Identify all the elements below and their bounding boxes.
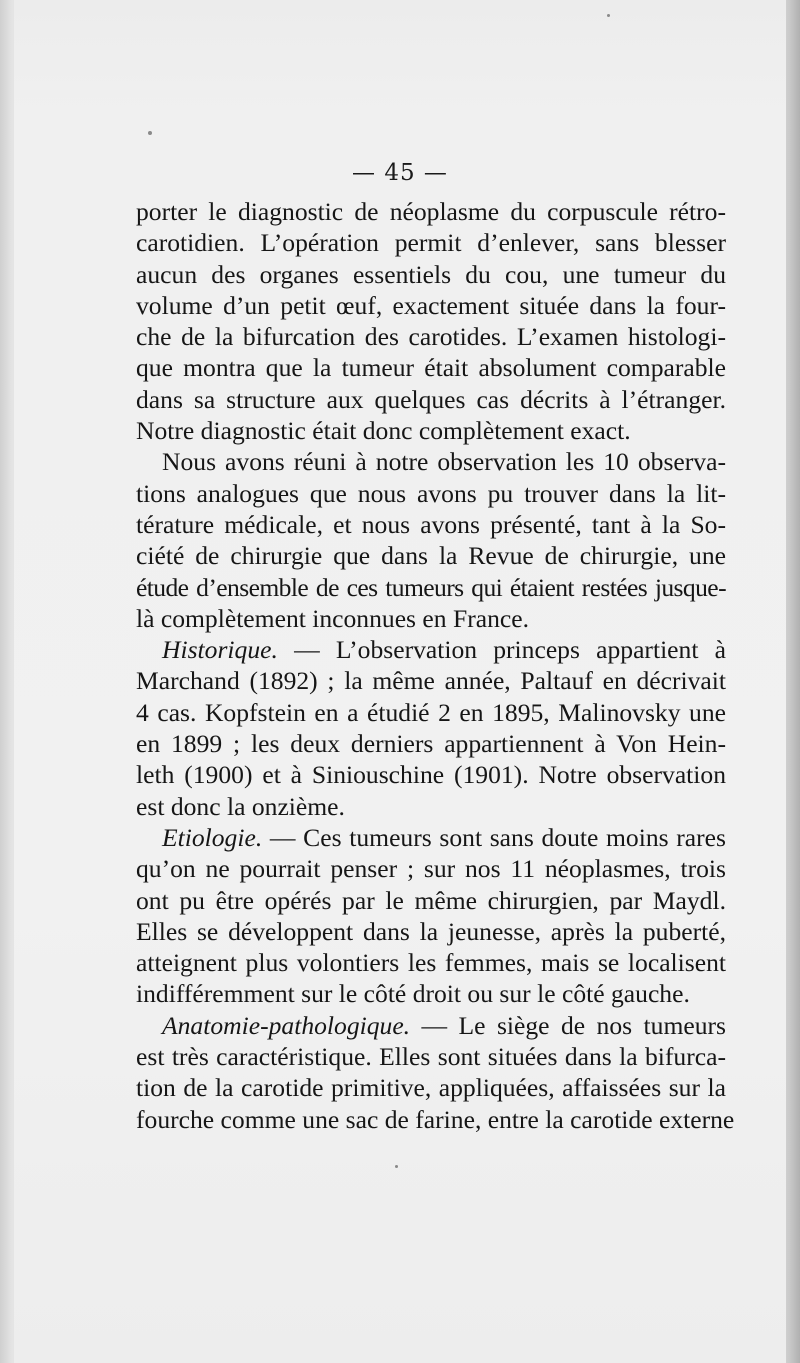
section-heading-historique: Historique. — [162, 635, 278, 665]
text-line: tions analogues que nous avons pu trouver dans la lit- — [136, 478, 726, 508]
text-line: 4 cas. Kopfstein en a étudié 2 en 1895, Malinovsky une — [136, 697, 726, 727]
text-line: carotidien. L’opération permit d’enlever, sans blesser — [136, 228, 726, 258]
text-line: atteignent plus volontiers les femmes, mais se localisent — [136, 948, 726, 978]
text-line: aucun des organes essentiels du cou, une tumeur du — [136, 259, 726, 289]
text-line: tion de la carotide primitive, appliquées, affaissées sur la — [136, 1073, 726, 1103]
text-line: que montra que la tumeur était absolument comparable — [136, 353, 726, 383]
dust-speck — [607, 14, 610, 17]
text-run: — Ces tumeurs sont sans doute moins rares — [262, 822, 726, 852]
body-text — [136, 196, 735, 1135]
text-run: — L’observation princeps appartient à — [277, 635, 726, 665]
text-line: étude d’ensemble de ces tumeurs qui étaient restées jusque- — [136, 572, 726, 602]
text-line: che de la bifurcation des carotides. L’examen histologi- — [136, 322, 726, 352]
text-line: là complètement inconnues en France. — [136, 603, 530, 633]
dust-speck — [148, 131, 152, 135]
text-line: ont pu être opérés par le même chirurgien, par Maydl. — [136, 885, 726, 915]
section-heading-etiologie: Etiologie. — [162, 822, 263, 852]
text-run: — Le siège de nos tumeurs — [410, 1010, 726, 1040]
text-line — [136, 634, 726, 665]
text-line — [136, 822, 726, 853]
text-line: volume d’un petit œuf, exactement située dans la four- — [136, 290, 726, 320]
text-line: ciété de chirurgie que dans la Revue de chirurgie, une — [136, 541, 726, 571]
section-heading-anatomie-pathologique: Anatomie-pathologique. — [162, 1010, 411, 1040]
text-line: leth (1900) et à Siniouschine (1901). Notre observation — [136, 760, 726, 790]
text-line: Notre diagnostic était donc complètement exact. — [136, 416, 631, 446]
text-line: indifféremment sur le côté droit ou sur le côté gauche. — [136, 979, 690, 1009]
text-line: térature médicale, et nous avons présenté, tant à la So- — [136, 509, 726, 539]
text-line: Nous avons réuni à notre observation les 10 observa- — [162, 447, 726, 477]
text-line: est donc la onzième. — [136, 791, 345, 821]
text-line: Marchand (1892) ; la même année, Paltauf en décrivait — [136, 666, 726, 696]
dust-speck — [395, 1165, 398, 1168]
text-line: en 1899 ; les deux derniers appartiennent à Von Hein- — [136, 729, 726, 759]
text-line: Elles se développent dans la jeunesse, après la puberté, — [136, 916, 726, 946]
text-line: dans sa structure aux quelques cas décrits à l’étranger. — [136, 384, 726, 414]
page-number: — 45 — — [352, 160, 448, 186]
text-line: porter le diagnostic de néoplasme du corpuscule rétro- — [136, 197, 726, 226]
text-line — [136, 1010, 726, 1041]
text-line: est très caractéristique. Elles sont situées dans la bifurca- — [136, 1042, 726, 1072]
text-line: fourche comme une sac de farine, entre la carotide externe — [136, 1104, 735, 1134]
text-line: qu’on ne pourrait penser ; sur nos 11 néoplasmes, trois — [136, 854, 726, 884]
